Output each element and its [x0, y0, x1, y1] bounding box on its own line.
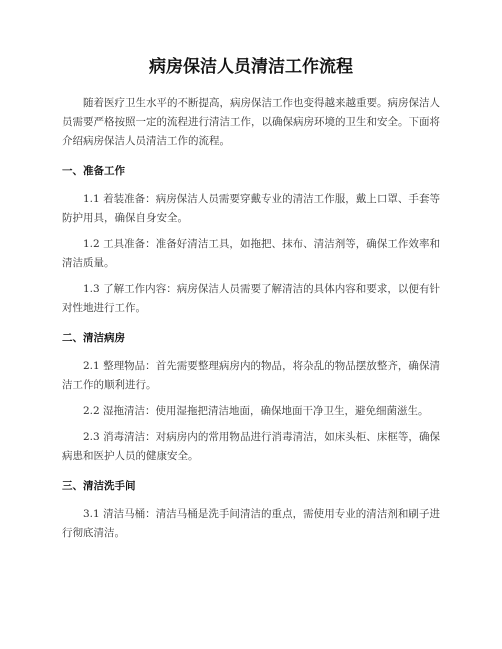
section-item: 3.1 清洁马桶：清洁马桶是洗手间清洁的重点，需使用专业的清洁剂和刷子进行彻底清洁。: [62, 508, 440, 539]
section-item: 2.3 消毒清洁：对病房内的常用物品进行消毒清洁，如床头柜、床框等，确保病患和医护人员的健康安全。: [62, 431, 440, 462]
section-item: 2.2 湿拖清洁：使用湿拖把清洁地面，确保地面干净卫生，避免细菌滋生。: [83, 405, 429, 417]
section-clean-ward: [62, 329, 440, 466]
section-item: 1.1 着装准备：病房保洁人员需要穿戴专业的清洁工作服，戴上口罩、手套等防护用具，确保自身安全。: [62, 193, 440, 224]
section-heading: 三、清洁洗手间: [62, 480, 136, 492]
section-clean-restroom: [62, 477, 440, 543]
section-item: 1.3 了解工作内容：病房保洁人员需要了解清洁的具体内容和要求，以便有针对性地进行工作。: [62, 283, 440, 314]
section-preparation: [62, 162, 440, 318]
intro-paragraph: 随着医疗卫生水平的不断提高，病房保洁工作也变得越来越重要。病房保洁人员需要严格按照一定的流程进行清洁工作，以确保病房环境的卫生和安全。下面将介绍病房保洁人员清洁工作的流程。: [62, 97, 440, 147]
document-title: 病房保洁人员清洁工作流程: [149, 57, 353, 77]
section-item: 2.1 整理物品：首先需要整理病房内的物品，将杂乱的物品摆放整齐，确保清洁工作的顺利进行。: [62, 360, 440, 391]
section-heading: 二、清洁病房: [62, 332, 125, 344]
section-item: 1.2 工具准备：准备好清洁工具，如拖把、抹布、清洁剂等，确保工作效率和清洁质量。: [62, 238, 440, 269]
section-heading: 一、准备工作: [62, 165, 125, 177]
